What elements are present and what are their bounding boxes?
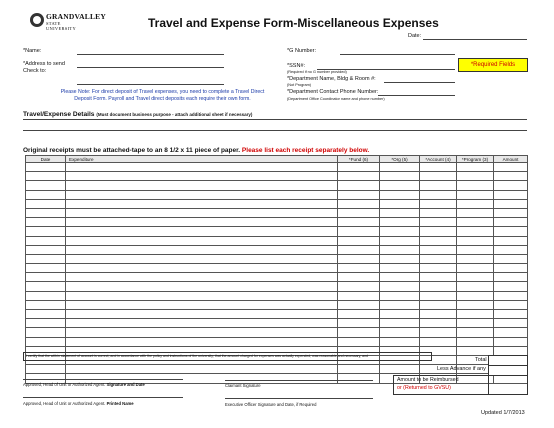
table-cell[interactable] [26, 254, 66, 263]
table-cell[interactable] [457, 163, 494, 172]
table-cell[interactable] [338, 236, 380, 245]
table-cell[interactable] [420, 291, 457, 300]
table-cell[interactable] [494, 319, 528, 328]
table-cell[interactable] [457, 310, 494, 319]
table-cell[interactable] [494, 218, 528, 227]
table-cell[interactable] [26, 282, 66, 291]
table-cell[interactable] [420, 310, 457, 319]
table-cell[interactable] [66, 310, 338, 319]
col-fund: *Fund (6) [338, 156, 380, 163]
table-cell[interactable] [26, 227, 66, 236]
updated-date: Updated 1/7/2013 [481, 410, 525, 416]
reimbursement-box [393, 375, 528, 395]
table-cell[interactable] [66, 282, 338, 291]
expense-table [25, 155, 528, 384]
table-cell[interactable] [380, 218, 420, 227]
table-cell[interactable] [420, 208, 457, 217]
contact-field[interactable] [378, 95, 455, 96]
table-cell[interactable] [338, 374, 380, 383]
table-cell[interactable] [338, 282, 380, 291]
table-cell[interactable] [420, 181, 457, 190]
table-cell[interactable] [420, 264, 457, 273]
table-cell[interactable] [66, 319, 338, 328]
table-cell[interactable] [380, 300, 420, 309]
table-cell[interactable] [457, 337, 494, 346]
table-row [26, 181, 528, 190]
table-cell[interactable] [420, 245, 457, 254]
table-row [26, 218, 528, 227]
table-cell[interactable] [457, 328, 494, 337]
table-cell[interactable] [457, 264, 494, 273]
returned-label: or (Returned to GVSU) [397, 385, 451, 391]
table-cell[interactable] [338, 365, 380, 374]
table-cell[interactable] [380, 328, 420, 337]
table-cell[interactable] [26, 310, 66, 319]
table-cell[interactable] [66, 300, 338, 309]
university-logo [30, 12, 106, 34]
table-cell[interactable] [338, 300, 380, 309]
table-cell[interactable] [66, 365, 338, 374]
table-row [26, 190, 528, 199]
table-cell[interactable] [338, 337, 380, 346]
exec-signature-line[interactable] [225, 398, 373, 399]
logo-line2: STATE UNIVERSITY [46, 21, 76, 31]
table-cell[interactable] [457, 199, 494, 208]
table-cell[interactable] [494, 273, 528, 282]
receipts-red-text: Please list each receipt separately below. [241, 147, 370, 154]
table-cell[interactable] [380, 310, 420, 319]
name-label: *Name: [23, 48, 42, 54]
table-cell[interactable] [380, 273, 420, 282]
table-row [26, 300, 528, 309]
details-title: Travel/Expense Details [23, 111, 95, 118]
table-cell[interactable] [420, 273, 457, 282]
table-cell[interactable] [66, 172, 338, 181]
advance-label: Less Advance if any [437, 366, 486, 372]
details-subtitle: (Must document business purpose - attach additional sheet if necessary) [96, 112, 253, 117]
table-cell[interactable] [380, 190, 420, 199]
col-account: *Account (4) [420, 156, 457, 163]
dept-note: (Not Program) [287, 83, 312, 87]
table-cell[interactable] [380, 208, 420, 217]
table-cell[interactable] [26, 264, 66, 273]
table-cell[interactable] [494, 227, 528, 236]
col-amount: Amount [494, 156, 528, 163]
table-cell[interactable] [494, 199, 528, 208]
page-title: Travel and Expense Form-Miscellaneous Expenses [148, 16, 439, 30]
table-cell[interactable] [26, 172, 66, 181]
dept-field[interactable] [384, 82, 455, 83]
table-cell[interactable] [420, 282, 457, 291]
col-program: *Program (3) [457, 156, 494, 163]
table-cell[interactable] [338, 218, 380, 227]
table-cell[interactable] [494, 172, 528, 181]
table-cell[interactable] [380, 291, 420, 300]
date-field[interactable] [423, 39, 527, 40]
table-cell[interactable] [457, 291, 494, 300]
table-cell[interactable] [457, 319, 494, 328]
table-cell[interactable] [457, 190, 494, 199]
table-cell[interactable] [380, 337, 420, 346]
table-cell[interactable] [338, 310, 380, 319]
table-row [26, 282, 528, 291]
table-cell[interactable] [420, 300, 457, 309]
table-cell[interactable] [380, 264, 420, 273]
table-cell[interactable] [338, 273, 380, 282]
table-cell[interactable] [457, 245, 494, 254]
table-cell[interactable] [380, 163, 420, 172]
table-cell[interactable] [380, 227, 420, 236]
table-row [26, 319, 528, 328]
table-cell[interactable] [66, 245, 338, 254]
table-cell[interactable] [420, 319, 457, 328]
table-cell[interactable] [338, 227, 380, 236]
table-row [26, 310, 528, 319]
date-label: Date: [408, 33, 422, 39]
table-cell[interactable] [494, 300, 528, 309]
table-cell[interactable] [420, 236, 457, 245]
table-cell[interactable] [66, 236, 338, 245]
table-cell[interactable] [380, 282, 420, 291]
table-cell[interactable] [338, 254, 380, 263]
table-row [26, 337, 528, 346]
table-row [26, 264, 528, 273]
table-row [26, 328, 528, 337]
check-to-label: Check to: [23, 68, 47, 74]
table-cell[interactable] [26, 319, 66, 328]
table-cell[interactable] [457, 227, 494, 236]
approval-signature-line[interactable] [23, 379, 183, 380]
table-cell[interactable] [380, 181, 420, 190]
table-cell[interactable] [457, 208, 494, 217]
table-cell[interactable] [338, 199, 380, 208]
table-cell[interactable] [420, 328, 457, 337]
table-cell[interactable] [338, 319, 380, 328]
table-cell[interactable] [338, 264, 380, 273]
details-heading [23, 111, 252, 118]
table-cell[interactable] [66, 208, 338, 217]
table-row [26, 227, 528, 236]
table-cell[interactable] [420, 199, 457, 208]
table-cell[interactable] [26, 199, 66, 208]
table-cell[interactable] [338, 328, 380, 337]
table-cell[interactable] [457, 236, 494, 245]
table-cell[interactable] [26, 273, 66, 282]
table-cell[interactable] [66, 254, 338, 263]
contact-note: (Department Office Coordinator name and phone number) [287, 97, 385, 101]
table-row [26, 163, 528, 172]
table-row [26, 199, 528, 208]
table-cell[interactable] [420, 254, 457, 263]
table-cell[interactable] [457, 218, 494, 227]
table-row [26, 208, 528, 217]
approval-signature-label [23, 382, 145, 387]
col-date: Date [26, 156, 66, 163]
table-cell[interactable] [66, 163, 338, 172]
table-cell[interactable] [66, 190, 338, 199]
table-cell[interactable] [338, 181, 380, 190]
table-cell[interactable] [380, 245, 420, 254]
gnumber-label: *G Number: [287, 48, 317, 54]
table-cell[interactable] [494, 254, 528, 263]
table-row [26, 254, 528, 263]
table-cell[interactable] [494, 310, 528, 319]
table-cell[interactable] [66, 264, 338, 273]
contact-label: *Department Contact Phone Number: [287, 89, 379, 95]
table-cell[interactable] [26, 337, 66, 346]
col-expenditure: Expenditure [66, 156, 338, 163]
table-row [26, 273, 528, 282]
table-cell[interactable] [338, 172, 380, 181]
table-cell[interactable] [338, 190, 380, 199]
table-cell[interactable] [26, 208, 66, 217]
claimant-signature-label: Claimant Signature [225, 383, 261, 388]
table-cell[interactable] [494, 163, 528, 172]
table-cell[interactable] [380, 199, 420, 208]
table-cell[interactable] [420, 337, 457, 346]
table-cell[interactable] [26, 245, 66, 254]
table-row [26, 245, 528, 254]
table-cell[interactable] [457, 254, 494, 263]
table-cell[interactable] [380, 319, 420, 328]
table-cell[interactable] [26, 181, 66, 190]
approval-name-line[interactable] [23, 397, 183, 398]
approval-name-label [23, 401, 134, 406]
name-field[interactable] [77, 54, 224, 55]
table-cell[interactable] [420, 172, 457, 181]
table-cell[interactable] [66, 337, 338, 346]
table-cell[interactable] [66, 199, 338, 208]
table-cell[interactable] [380, 172, 420, 181]
table-row [26, 291, 528, 300]
approval2-bold-text: Printed Name [106, 401, 134, 406]
dept-label: *Department Name, Bldg & Room #: [287, 76, 376, 82]
table-cell[interactable] [420, 190, 457, 199]
table-cell[interactable] [420, 163, 457, 172]
table-cell[interactable] [494, 181, 528, 190]
table-cell[interactable] [380, 236, 420, 245]
table-cell[interactable] [494, 208, 528, 217]
table-row [26, 236, 528, 245]
table-cell[interactable] [494, 291, 528, 300]
table-cell[interactable] [457, 181, 494, 190]
table-cell[interactable] [338, 208, 380, 217]
table-cell[interactable] [380, 365, 420, 374]
total-label: Total [475, 357, 487, 363]
table-cell[interactable] [420, 227, 457, 236]
logo-emblem-icon [30, 13, 44, 27]
table-cell[interactable] [26, 163, 66, 172]
table-cell[interactable] [457, 172, 494, 181]
table-cell[interactable] [494, 337, 528, 346]
table-cell[interactable] [494, 236, 528, 245]
certification-statement: I certify that the within statement of account is correct, and in accordance with the policy and instructions of the university; that the amount charged for expenses was actually expended, was reasonable and necessary, and [23, 352, 432, 361]
ssn-note: (Required if no G number provided) [287, 70, 347, 74]
logo-line1: GRANDVALLEY [46, 12, 106, 21]
table-cell[interactable] [494, 245, 528, 254]
table-cell[interactable] [26, 190, 66, 199]
table-cell[interactable] [338, 291, 380, 300]
ssn-label: *SSN#: [287, 63, 306, 69]
table-cell[interactable] [494, 328, 528, 337]
table-cell[interactable] [457, 300, 494, 309]
table-cell[interactable] [26, 291, 66, 300]
table-row [26, 172, 528, 181]
address-field-1[interactable] [77, 67, 224, 68]
table-cell[interactable] [66, 218, 338, 227]
table-cell[interactable] [338, 163, 380, 172]
receipts-instruction [23, 147, 369, 154]
table-cell[interactable] [26, 300, 66, 309]
approval-bold-text: Signature and Date [106, 382, 145, 387]
table-cell[interactable] [420, 218, 457, 227]
approval-text: Approved, Head of Unit or Authorized Agent. [23, 382, 106, 387]
table-cell[interactable] [494, 264, 528, 273]
exec-signature-label: Executive Officer Signature and Date, if Required [225, 402, 317, 407]
table-cell[interactable] [66, 227, 338, 236]
col-org: *Org (5) [380, 156, 420, 163]
table-cell[interactable] [26, 328, 66, 337]
table-cell[interactable] [66, 181, 338, 190]
details-line-2[interactable] [23, 130, 527, 131]
table-cell[interactable] [494, 282, 528, 291]
table-cell[interactable] [66, 328, 338, 337]
table-cell[interactable] [494, 190, 528, 199]
required-fields-badge: *Required Fields [458, 58, 528, 72]
table-cell[interactable] [26, 365, 66, 374]
gnumber-field[interactable] [340, 54, 455, 55]
address-label: *Address to send [23, 61, 65, 67]
table-cell[interactable] [380, 254, 420, 263]
reimbursement-field[interactable] [488, 375, 527, 394]
table-cell[interactable] [457, 282, 494, 291]
address-field-2[interactable] [77, 84, 224, 85]
details-line-1[interactable] [23, 119, 527, 120]
receipts-text: Original receipts must be attached-tape to an 8 1/2 x 11 piece of paper. [23, 147, 241, 154]
table-cell[interactable] [457, 273, 494, 282]
approval2-text: Approved, Head of Unit or Authorized Agent. [23, 401, 106, 406]
table-cell[interactable] [338, 245, 380, 254]
claimant-signature-line[interactable] [225, 380, 373, 381]
table-cell[interactable] [26, 218, 66, 227]
reimburse-label: Amount to be Reimbursed [397, 377, 459, 383]
table-cell[interactable] [26, 236, 66, 245]
table-cell[interactable] [66, 291, 338, 300]
table-cell[interactable] [66, 273, 338, 282]
direct-deposit-note: Please Note: For direct deposit of Travel expenses, you need to complete a Travel Direct Deposit Form. Payroll and Travel direct deposits each require their own form. [60, 89, 265, 102]
